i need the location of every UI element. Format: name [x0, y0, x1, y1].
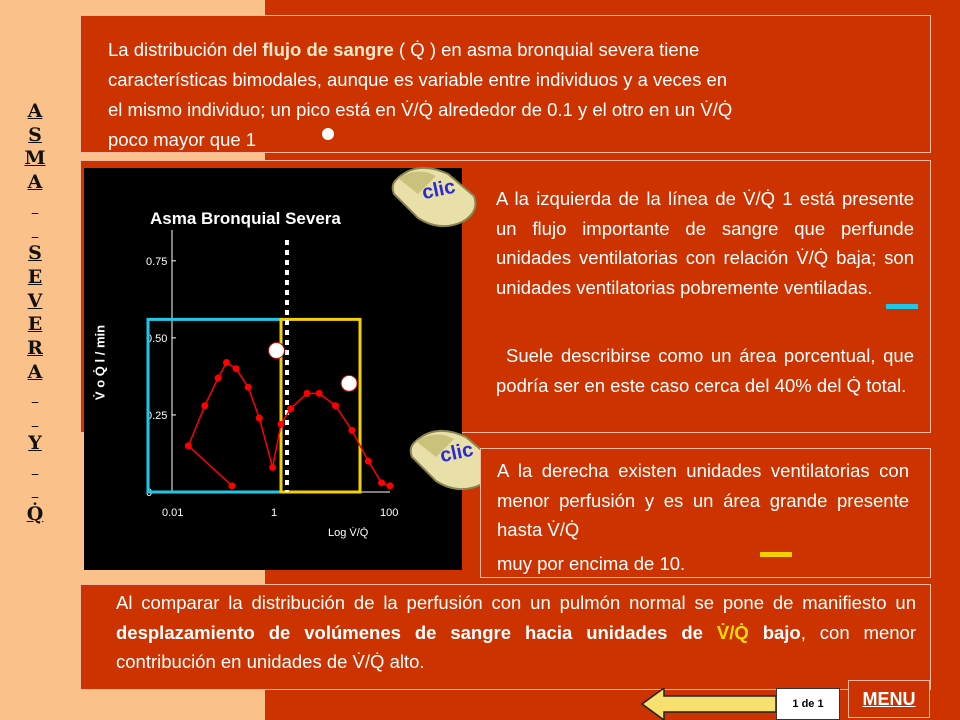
chart-plot	[146, 230, 398, 519]
y-tick-label: 0.75	[146, 255, 168, 268]
data-point	[332, 402, 339, 409]
cyan-marker	[886, 304, 918, 309]
data-point	[233, 365, 240, 372]
left-area-box	[148, 319, 281, 492]
data-point	[245, 384, 252, 391]
clic-button-1[interactable]	[388, 160, 480, 232]
right-side-explanation: A la derecha existen unidades ventilatorias con menor perfusión y es un área grande presente hasta V̇/Q̇	[497, 460, 909, 540]
data-point	[229, 482, 236, 489]
y-axis-label: V̇ o Q̇ l / min	[92, 324, 108, 401]
left-side-explanation: A la izquierda de la línea de V̇/Q̇ 1 está presente un flujo importante de sangre que perfunde unidades ventilatorias con relación V̇/Q̇ baja; son unidades ventilatorias pobremente ventiladas.	[496, 188, 914, 298]
data-point	[316, 390, 323, 397]
data-point	[304, 390, 311, 397]
x-tick-label: 0.01	[162, 507, 184, 519]
data-point	[201, 402, 208, 409]
conclusion-text: Al comparar la distribución de la perfusión con un pulmón normal se pone de manifiesto un desplazamiento de volúmenes de sangre hacia unidades de V̇/Q̇ bajo, con menor contribución en unidades de V̇/Q̇ alto.	[116, 592, 916, 672]
data-point	[348, 427, 355, 434]
clic-label-2: clic	[438, 438, 476, 468]
peak-marker-left	[269, 343, 285, 359]
sidebar-title: A S M A S E V E R A Y Q̇	[24, 100, 46, 525]
page-indicator: 1 de 1	[776, 688, 840, 720]
x-axis-title: Log V̇/Q̇	[328, 527, 369, 539]
data-point	[256, 415, 263, 422]
yellow-marker	[760, 552, 792, 557]
data-point	[185, 442, 192, 449]
data-point	[287, 405, 294, 412]
y-tick-label: 0.50	[146, 332, 168, 345]
data-point	[223, 359, 230, 366]
right-side-tail: muy por encima de 10.	[497, 553, 686, 574]
clic-label-1: clic	[420, 175, 458, 205]
x-tick-label: 100	[380, 507, 399, 519]
data-point	[365, 458, 372, 465]
menu-button[interactable]: MENU	[848, 680, 930, 718]
x-tick-label: 1	[271, 507, 278, 519]
back-arrow-icon[interactable]	[640, 688, 780, 720]
chart-title: Asma Bronquial Severa	[150, 209, 341, 228]
data-point	[378, 479, 385, 486]
data-point	[269, 464, 276, 471]
peak-marker-right	[341, 375, 357, 391]
y-tick-label: 0.25	[146, 409, 168, 422]
data-point	[278, 421, 285, 428]
data-point	[215, 374, 222, 381]
area-explanation: Suele describirse como un área porcentual, que podría ser en este caso cerca del 40% del Q̇ total.	[496, 345, 914, 396]
y-tick-label: 0	[146, 487, 153, 499]
intro-text: La distribución del flujo de sangre ( Q̇ ) en asma bronquial severa tiene características bimodales, aunque es variable entre individuos y a veces en el mismo individuo; un pico está en V̇/Q̇ alrededor de 0.1 y el otro en un V̇/Q̇ poco mayor que 1	[108, 39, 733, 150]
data-point	[387, 482, 394, 489]
